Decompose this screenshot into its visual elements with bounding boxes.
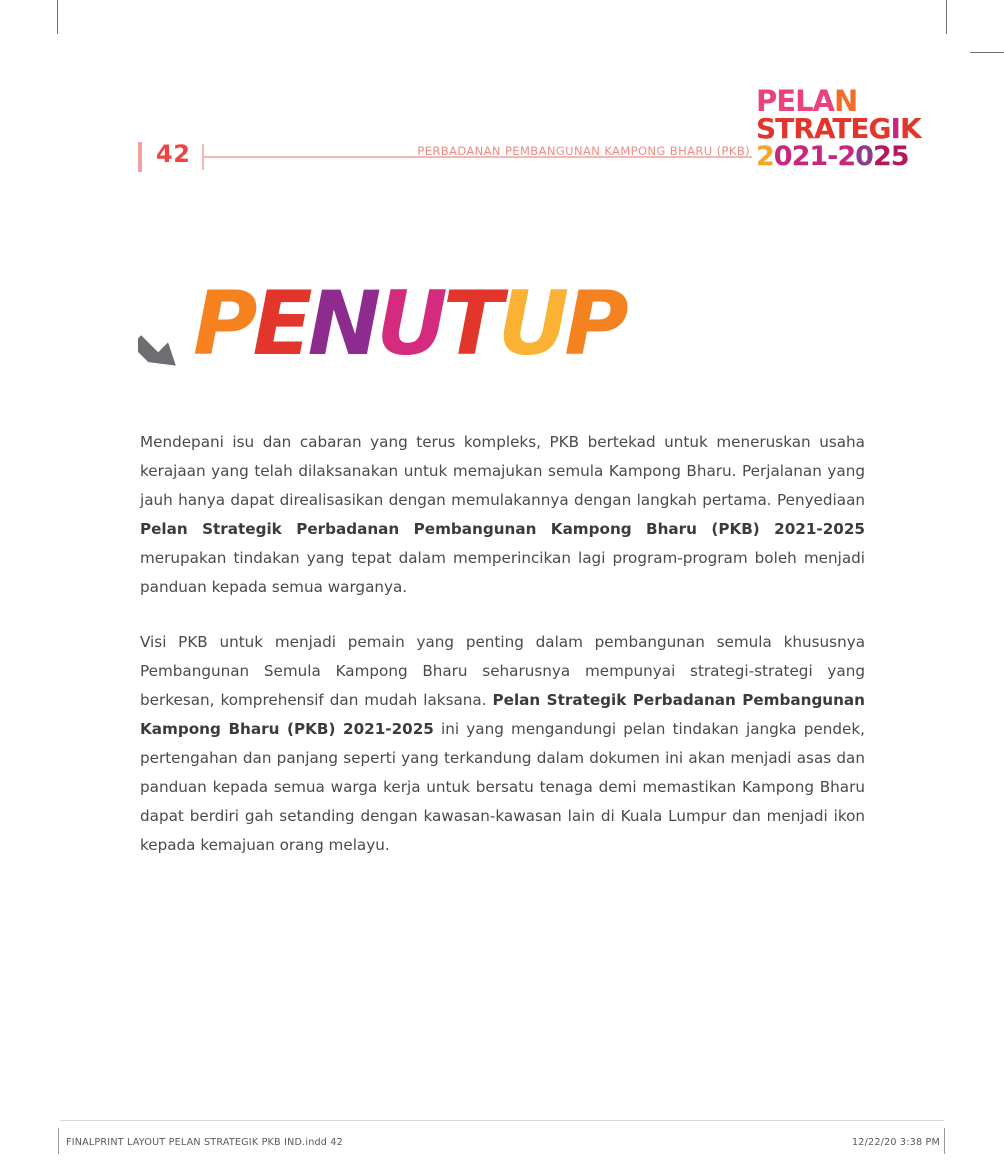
page-number-accent-bar bbox=[138, 142, 142, 172]
logo-line-2-a: STRATEG bbox=[756, 111, 891, 145]
crop-mark-top-right bbox=[946, 0, 947, 34]
logo-line-3-c: 0 bbox=[855, 140, 873, 172]
footer-file-info: FINALPRINT LAYOUT PELAN STRATEGIK PKB IND.indd 42 bbox=[66, 1137, 343, 1148]
title-letter-u2: U bbox=[497, 272, 565, 375]
footer-tick-left bbox=[58, 1128, 59, 1154]
title-letter-p2: P bbox=[564, 272, 624, 375]
pelan-strategik-logo bbox=[756, 84, 921, 180]
footer-timestamp: 12/22/20 3:38 PM bbox=[852, 1137, 940, 1148]
arrow-down-right-icon bbox=[138, 325, 184, 376]
section-title bbox=[193, 272, 624, 375]
footer-tick-right bbox=[944, 1128, 945, 1154]
crop-mark-top-left bbox=[57, 0, 58, 34]
logo-line-2-b: I bbox=[890, 111, 900, 145]
logo-line-3 bbox=[756, 140, 909, 172]
paragraph-2-emphasis: Pelan Strategik Perbadanan Pembangunan Kampong Bharu (PKB) 2021-2025 bbox=[140, 691, 865, 738]
title-letter-u1: U bbox=[376, 272, 443, 375]
body-content bbox=[140, 428, 865, 886]
title-letter-n: N bbox=[307, 272, 377, 375]
title-letter-t: T bbox=[442, 272, 498, 375]
title-letter-p1: P bbox=[193, 272, 253, 375]
logo-line-2 bbox=[756, 111, 921, 145]
paragraph-1 bbox=[140, 428, 865, 602]
logo-line-3-b: 021-2 bbox=[773, 140, 856, 172]
logo-line-2-c: K bbox=[899, 111, 921, 145]
paragraph-2-text-a: Visi PKB untuk menjadi pemain yang penting dalam pembangunan semula khususnya Pembangunan Semula Kampong Bharu seharusnya mempunyai strategi-strategi yang berkesan, komprehensif dan mudah laksana. bbox=[140, 633, 865, 709]
page-header bbox=[138, 84, 921, 188]
footer-divider bbox=[60, 1120, 944, 1121]
paragraph-2 bbox=[140, 628, 865, 860]
running-title: PERBADANAN PEMBANGUNAN KAMPONG BHARU (PKB) bbox=[417, 144, 750, 158]
logo-line-3-d: 25 bbox=[872, 140, 909, 172]
paragraph-1-text-a: Mendepani isu dan cabaran yang terus kompleks, PKB bertekad untuk meneruskan usaha kerajaan yang telah dilaksanakan untuk memajukan semula Kampong Bharu. Perjalanan yang jauh hanya dapat direalisasikan dengan memulakannya dengan langkah pertama. Penyediaan bbox=[140, 433, 865, 509]
logo-line-3-a: 2 bbox=[756, 140, 774, 172]
title-letter-e: E bbox=[252, 272, 308, 375]
page-number: 42 bbox=[156, 140, 191, 168]
logo-line-1-b: N bbox=[834, 84, 858, 118]
logo-line-1-a: PELA bbox=[756, 84, 834, 118]
crop-mark-right-upper bbox=[970, 52, 1004, 53]
paragraph-2-text-b: ini yang mengandungi pelan tindakan jangka pendek, pertengahan dan panjang seperti yang terkandung dalam dokumen ini akan menjadi asas dan panduan kepada semua warga kerja untuk bersatu tenaga demi memastikan Kampong Bharu dapat berdiri gah setanding dengan kawasan-kawasan lain di Kuala Lumpur dan menjadi ikon kepada kemajuan orang melayu. bbox=[140, 720, 865, 854]
paragraph-1-emphasis: Pelan Strategik Perbadanan Pembangunan Kampong Bharu (PKB) 2021-2025 bbox=[140, 520, 865, 538]
paragraph-1-text-b: merupakan tindakan yang tepat dalam memperincikan lagi program-program boleh menjadi panduan kepada semua warganya. bbox=[140, 549, 865, 596]
section-title-block bbox=[138, 272, 638, 390]
